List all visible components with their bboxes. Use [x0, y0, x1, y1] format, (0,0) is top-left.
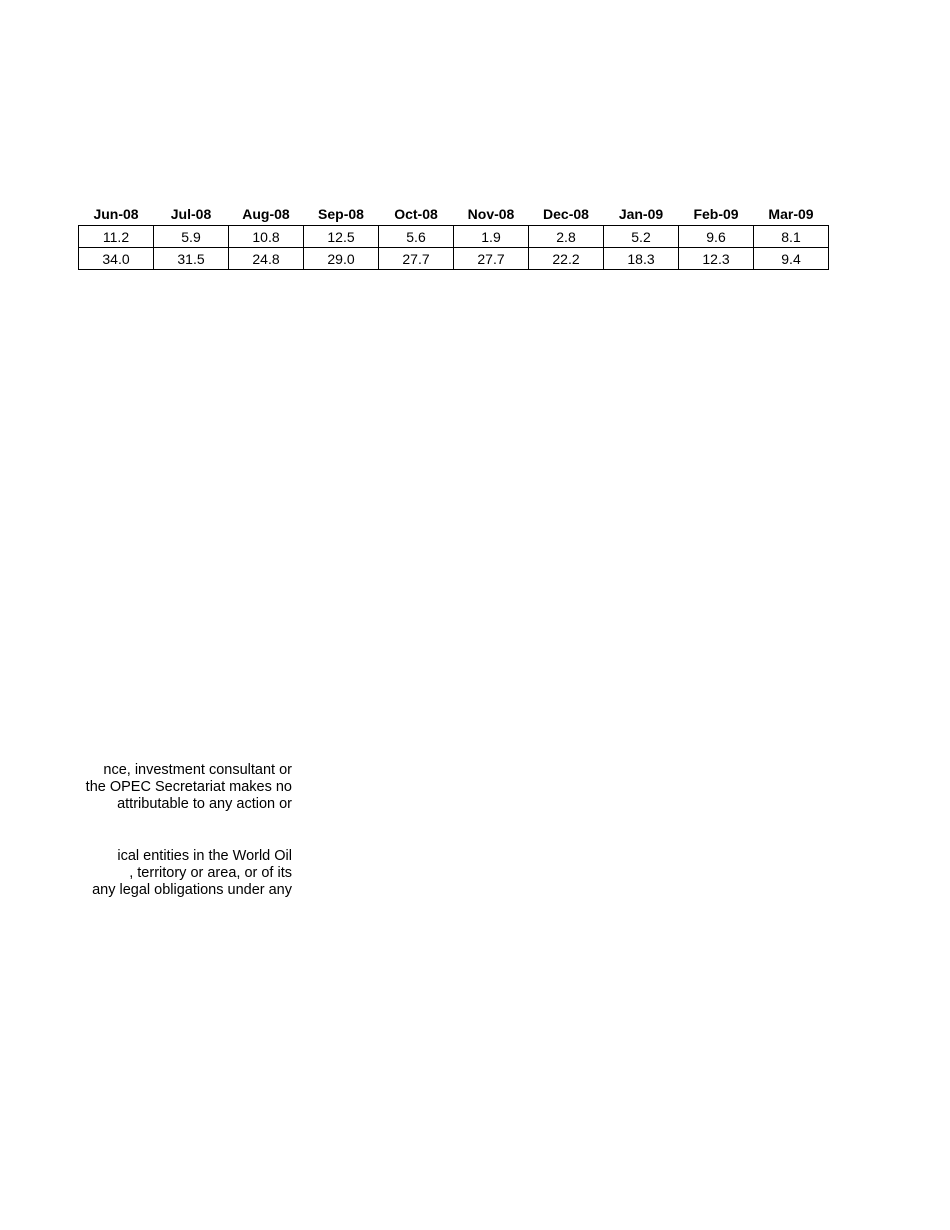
column-header: Mar-09: [768, 206, 814, 222]
disclaimer-line: attributable to any action or: [117, 796, 292, 812]
table-cell: 27.7: [379, 248, 454, 270]
disclaimer-paragraph: [0, 848, 292, 899]
table-cell: 22.2: [529, 248, 604, 270]
column-header: Jun-08: [93, 206, 139, 222]
column-header: Nov-08: [467, 206, 515, 222]
table-cell: 9.4: [754, 248, 829, 270]
disclaimer-line: any legal obligations under any: [92, 882, 292, 898]
column-header: Jul-08: [170, 206, 212, 222]
table-cell: 31.5: [154, 248, 229, 270]
table-cell: 12.5: [304, 226, 379, 248]
disclaimer-line: nce, investment consultant or: [103, 762, 292, 778]
table-cell: 5.9: [154, 226, 229, 248]
table-cell: 9.6: [679, 226, 754, 248]
table-cell: 8.1: [754, 226, 829, 248]
table-cell: 5.6: [379, 226, 454, 248]
table-header-row: [79, 203, 829, 226]
disclaimer-line: ical entities in the World Oil: [117, 848, 292, 864]
table-cell: 11.2: [79, 226, 154, 248]
table-row: [79, 248, 829, 270]
column-header: Sep-08: [318, 206, 364, 222]
disclaimer-line: , territory or area, or of its: [129, 865, 292, 881]
column-header: Dec-08: [543, 206, 589, 222]
column-header: Jan-09: [618, 206, 664, 222]
column-header: Feb-09: [693, 206, 739, 222]
table-cell: 1.9: [454, 226, 529, 248]
table-cell: 5.2: [604, 226, 679, 248]
monthly-data-table: [78, 203, 829, 270]
disclaimer-line: the OPEC Secretariat makes no: [85, 779, 292, 795]
table-cell: 2.8: [529, 226, 604, 248]
table-cell: 18.3: [604, 248, 679, 270]
table-row: [79, 226, 829, 248]
table-cell: 12.3: [679, 248, 754, 270]
table-cell: 24.8: [229, 248, 304, 270]
table-cell: 29.0: [304, 248, 379, 270]
column-header: Aug-08: [242, 206, 290, 222]
column-header: Oct-08: [394, 206, 438, 222]
table-cell: 27.7: [454, 248, 529, 270]
table-cell: 10.8: [229, 226, 304, 248]
disclaimer-paragraph: [0, 762, 292, 813]
table-cell: 34.0: [79, 248, 154, 270]
